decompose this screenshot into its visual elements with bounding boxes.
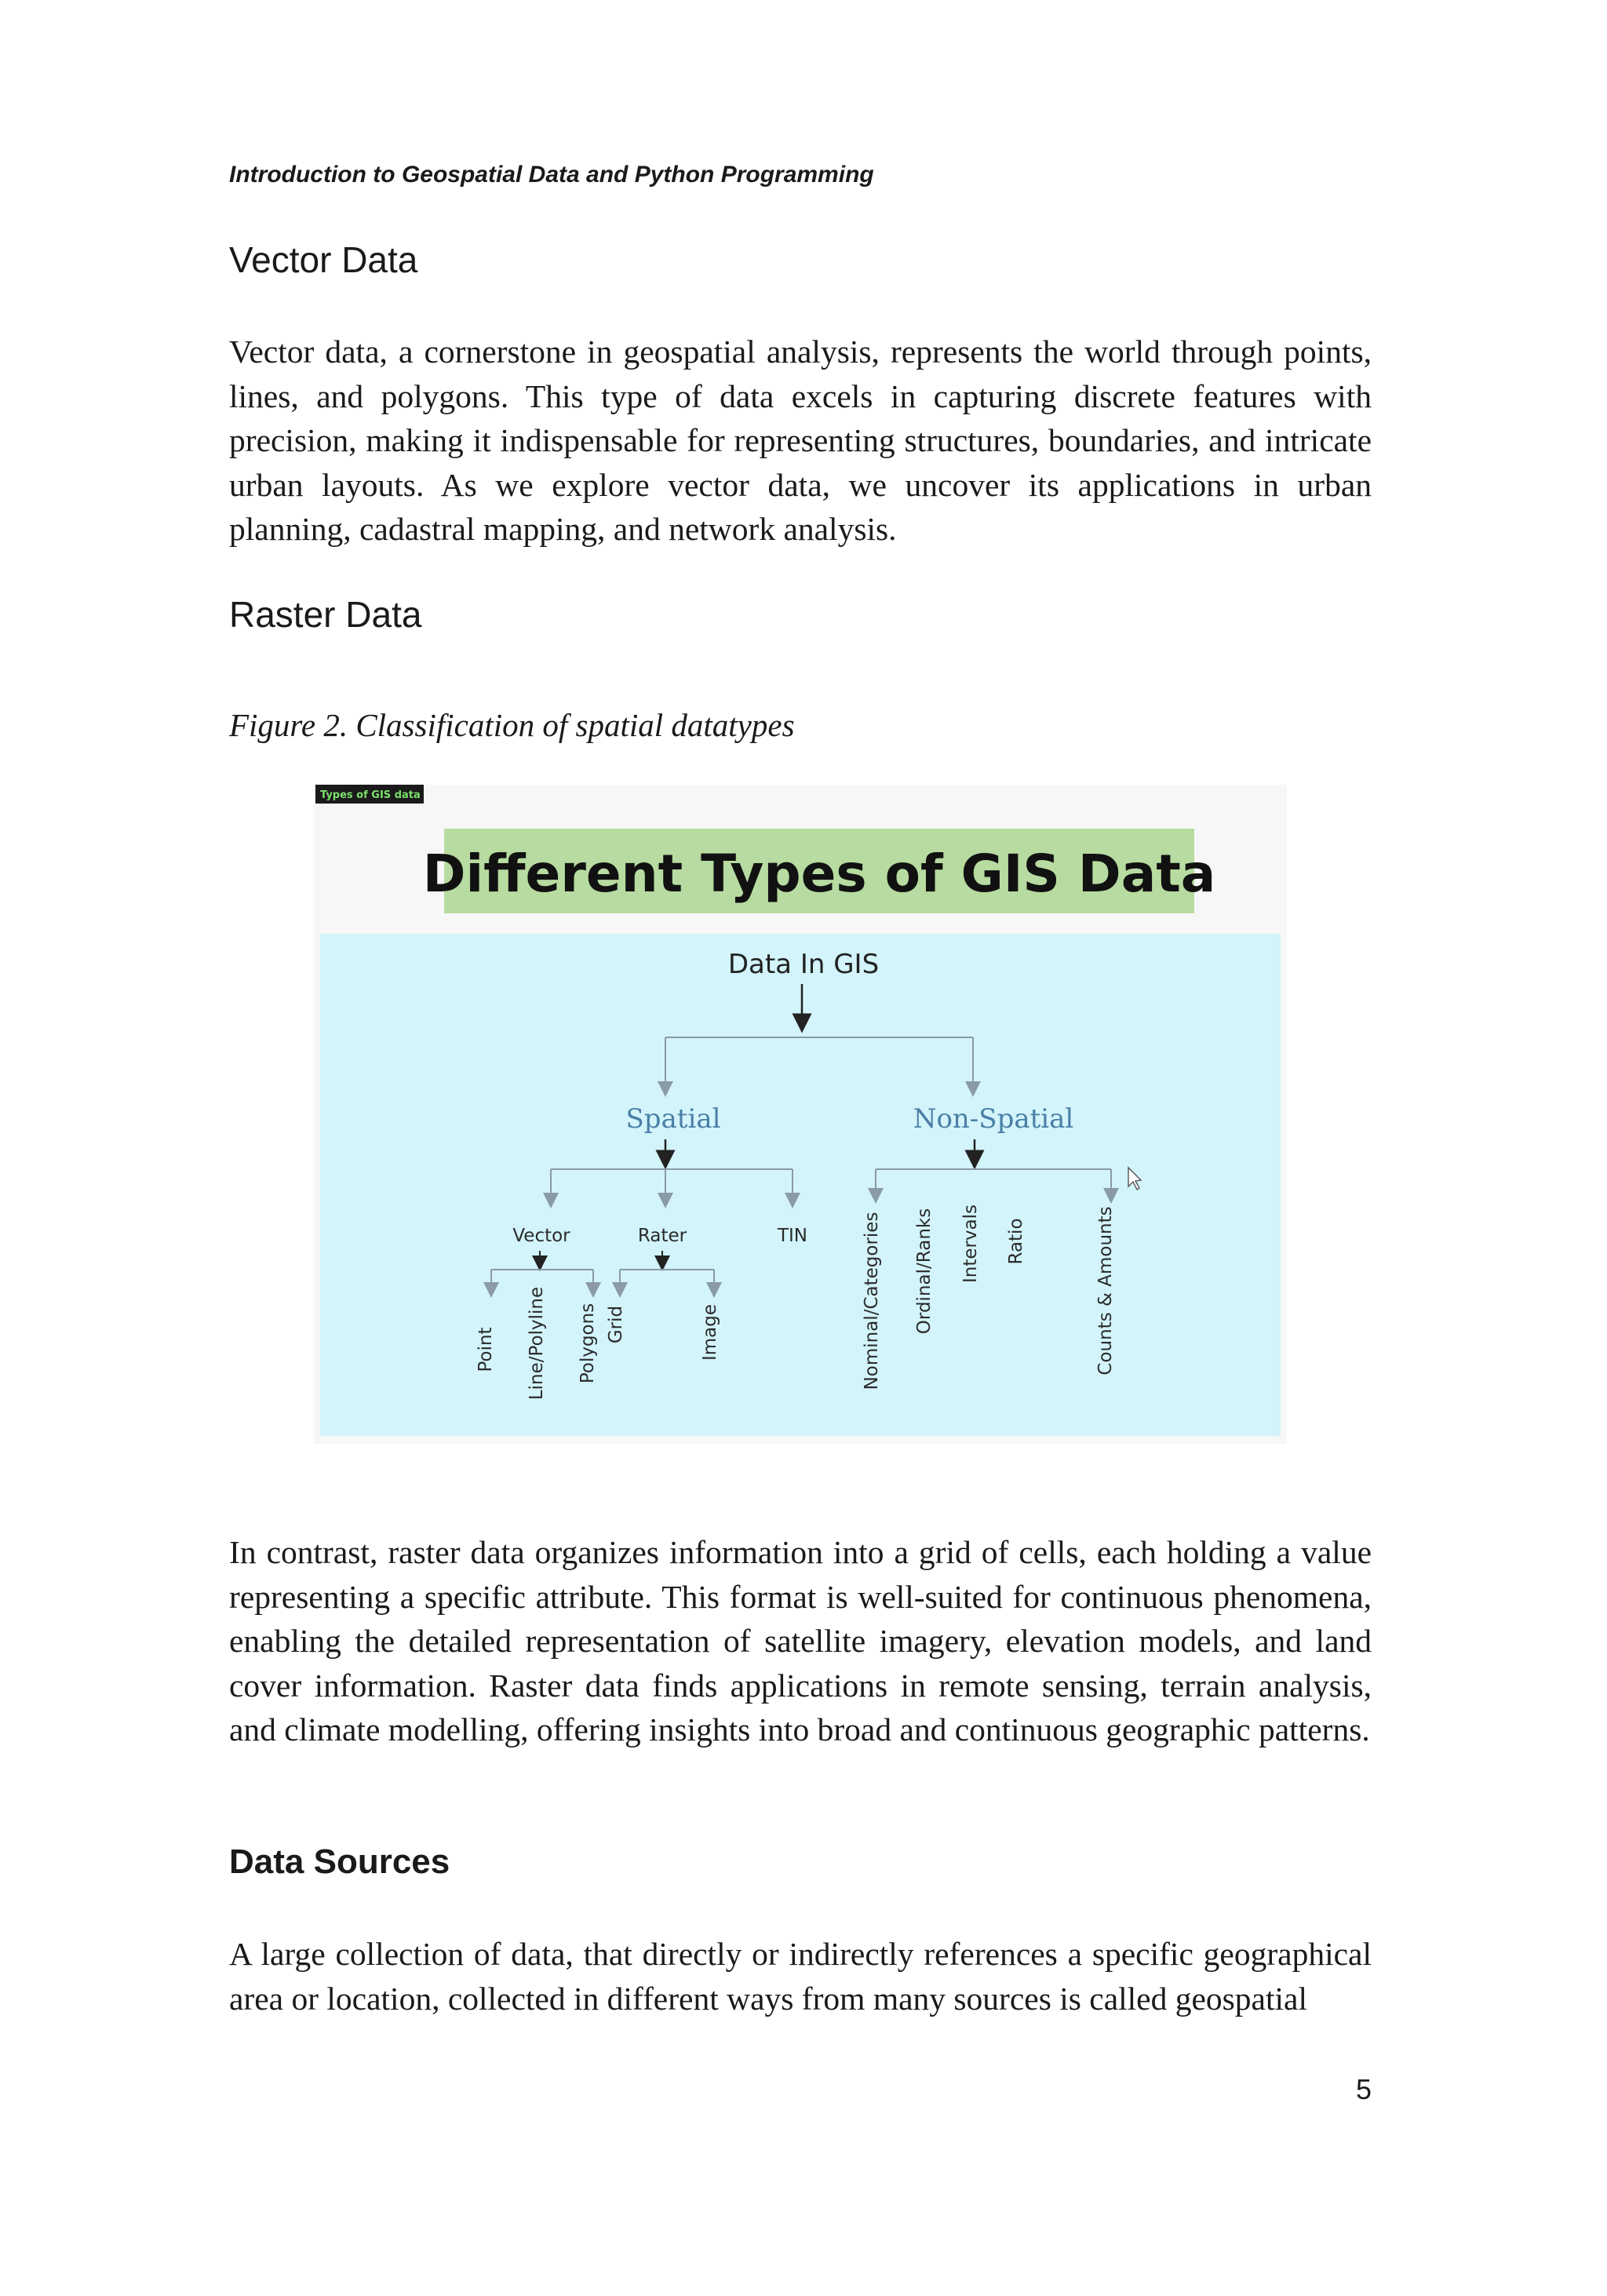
- gis-diagram: [314, 785, 1287, 1444]
- leaf-line-polyline: Line/Polyline: [527, 1286, 547, 1401]
- spatial-node-label: Spatial: [625, 1103, 721, 1135]
- leaf-counts-amounts: Counts & Amounts: [1095, 1206, 1116, 1376]
- leaf-ordinal-ranks: Ordinal/Ranks: [914, 1208, 935, 1335]
- non-spatial-node-label: Non-Spatial: [913, 1103, 1074, 1135]
- leaf-grid: Grid: [606, 1305, 626, 1344]
- source-tag-label: Types of GIS data: [320, 789, 421, 801]
- tin-node-label: TIN: [777, 1226, 808, 1246]
- heading-raster-data: Raster Data: [229, 594, 422, 635]
- running-head: Introduction to Geospatial Data and Python Programming: [229, 162, 874, 188]
- paragraph-raster-data: In contrast, raster data organizes information into a grid of cells, each holding a value representing a specific attribute. This format is well-suited for continuous phenomena, enabling the detailed representation of satellite imagery, elevation models, and land cover information. Raster data finds applications in remote sensing, terrain analysis, and climate modelling, offering insights into broad and continuous geographic patterns.: [229, 1534, 1372, 1748]
- vector-node-label: Vector: [512, 1226, 570, 1246]
- figure-title: Different Types of GIS Data: [422, 844, 1216, 904]
- heading-data-sources: Data Sources: [229, 1842, 450, 1881]
- raster-node-label: Rater: [637, 1226, 687, 1246]
- paragraph-vector-data: Vector data, a cornerstone in geospatial analysis, represents the world through points, lines, and polygons. This type of data excels in capturing discrete features with precision, making it indispensable for representing structures, boundaries, and intricate urban layouts. As we explore vector data, we uncover its applications in urban planning, cadastral mapping, and network analysis.: [229, 333, 1372, 547]
- paragraph-data-sources: A large collection of data, that directly or indirectly references a specific geographical area or location, collected in different ways from many sources is called geospatial: [229, 1936, 1372, 2017]
- leaf-intervals: Intervals: [960, 1204, 981, 1284]
- figure-caption: Figure 2. Classification of spatial datatypes: [229, 707, 795, 743]
- heading-vector-data: Vector Data: [229, 239, 418, 280]
- root-node-label: Data In GIS: [727, 949, 880, 980]
- page-number: 5: [1355, 2073, 1372, 2105]
- leaf-nominal-categories: Nominal/Categories: [862, 1212, 882, 1390]
- leaf-ratio: Ratio: [1006, 1218, 1026, 1265]
- gis-data-types-figure: [314, 785, 1287, 1444]
- leaf-polygons: Polygons: [578, 1303, 598, 1384]
- leaf-image: Image: [700, 1303, 720, 1361]
- leaf-point: Point: [476, 1327, 496, 1372]
